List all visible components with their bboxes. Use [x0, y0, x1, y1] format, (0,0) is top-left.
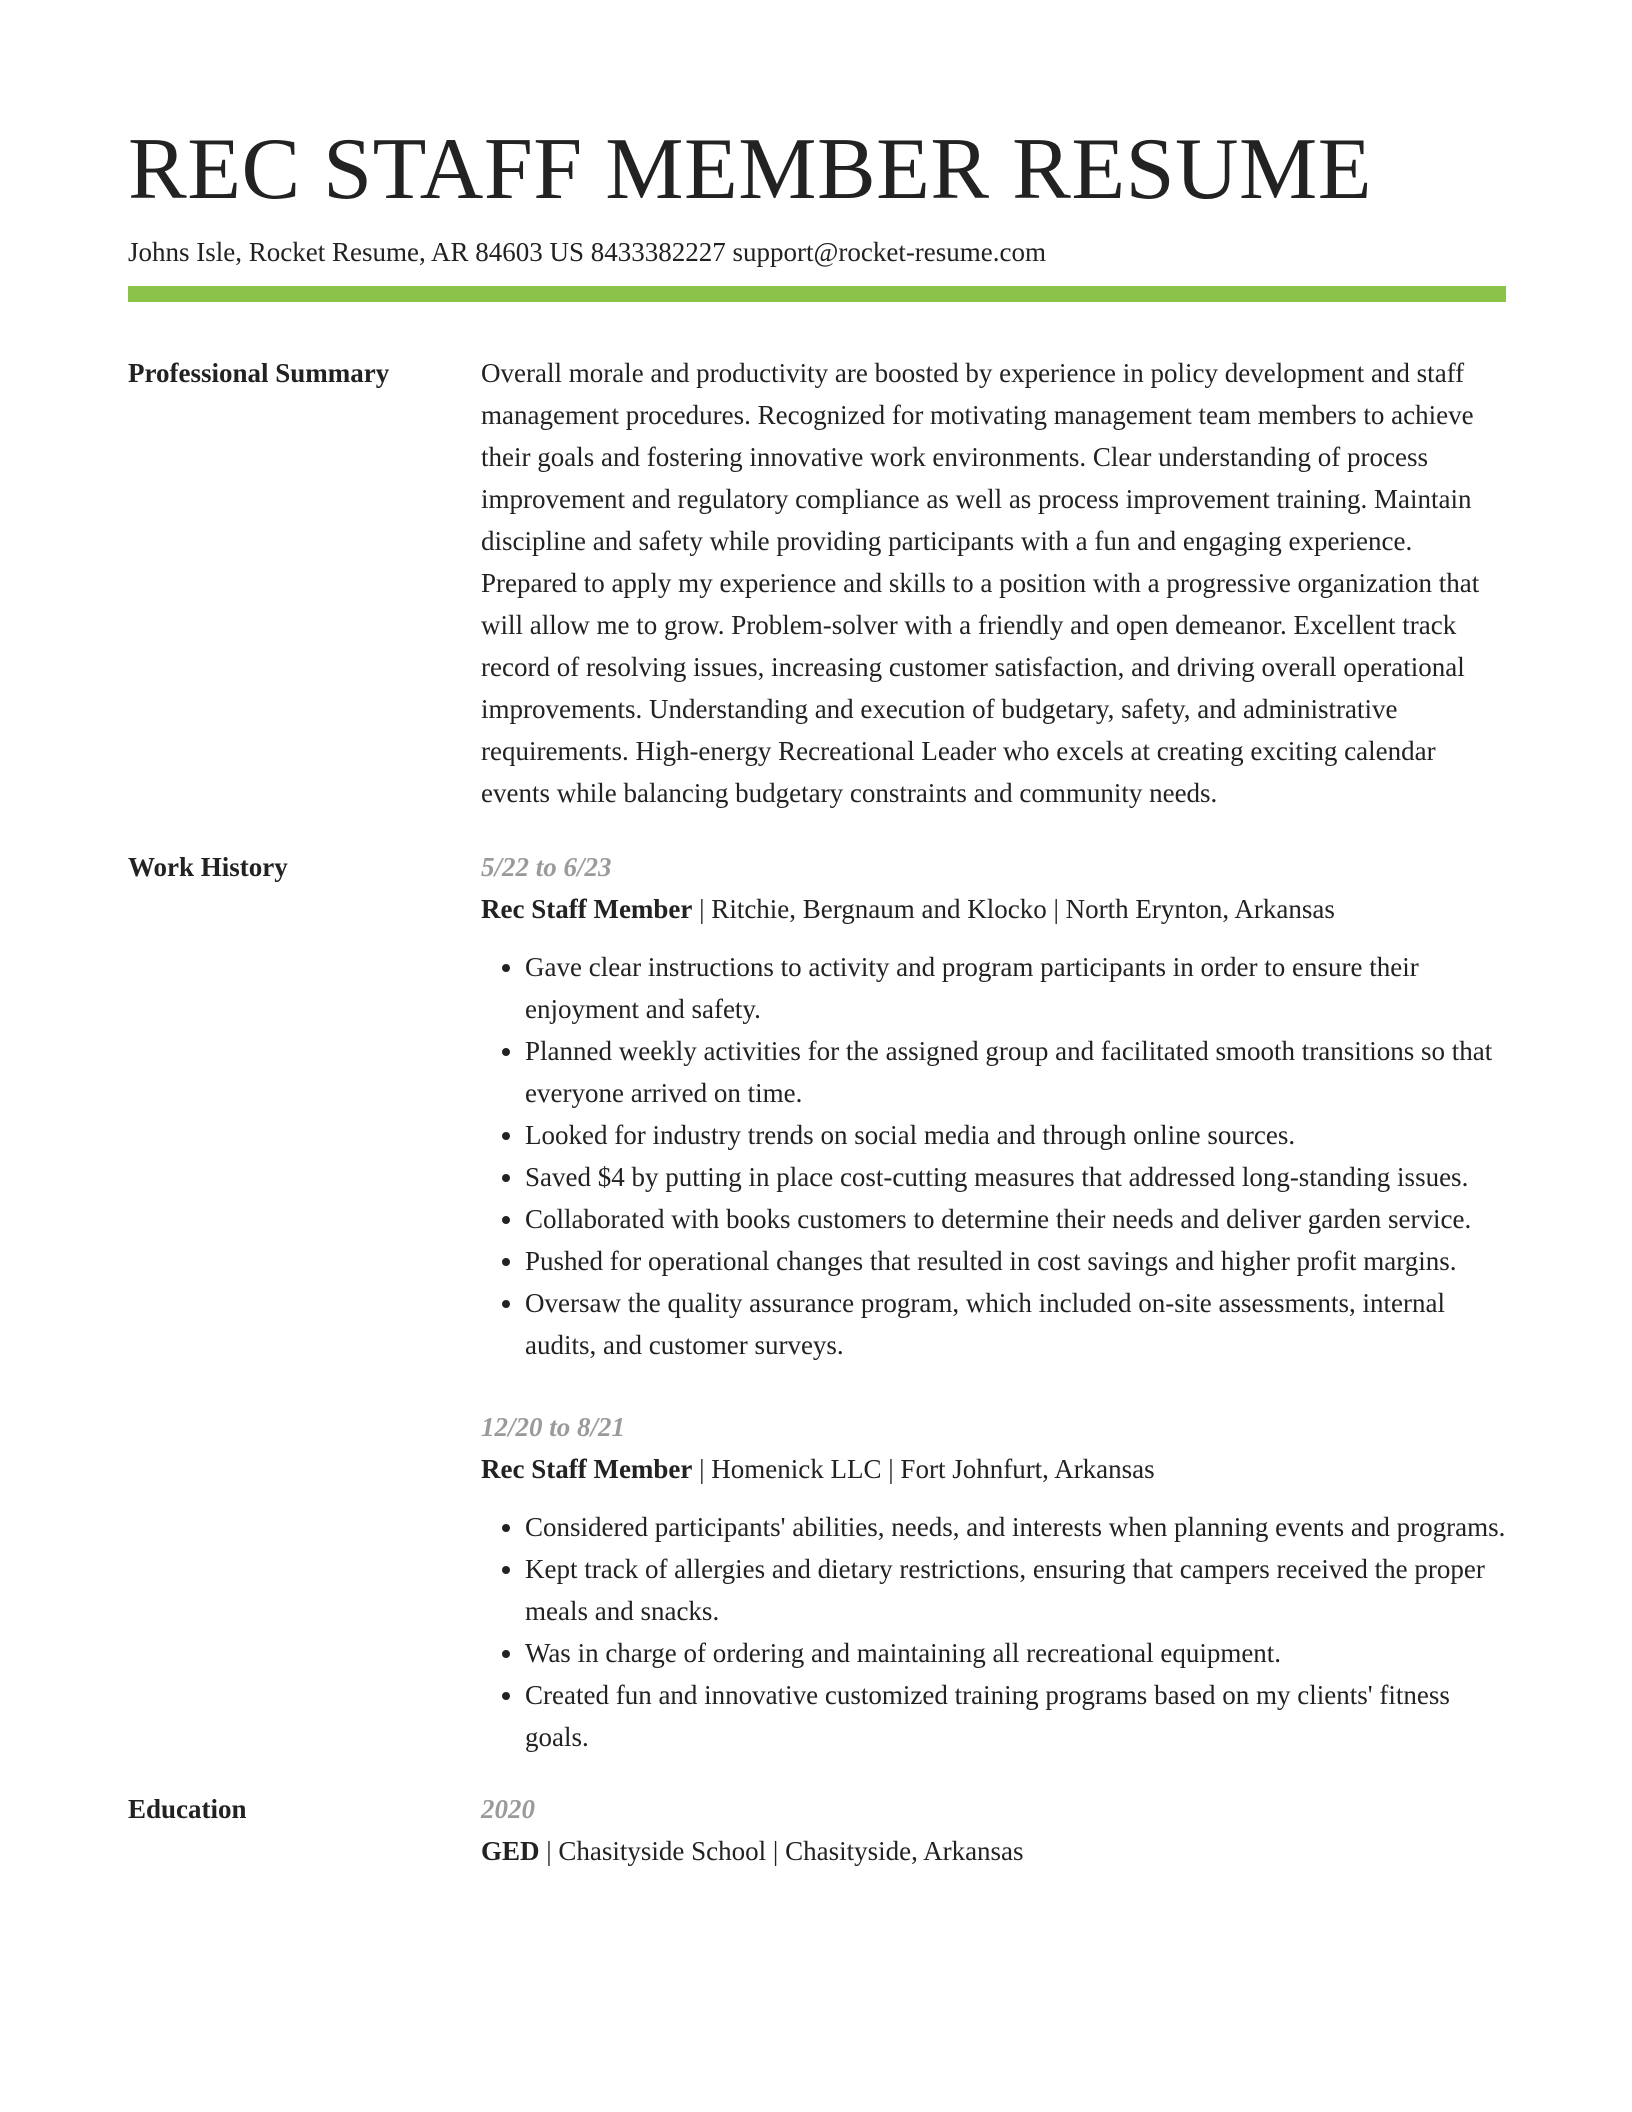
list-item: • Planned weekly activities for the assigned group and facilitated smooth transitions so that everyone arrived on time. [525, 1030, 1506, 1114]
degree: GED [481, 1836, 540, 1866]
education-section [128, 1788, 1506, 1872]
list-item: • Oversaw the quality assurance program, which included on-site assessments, internal audits, and customer surveys. [525, 1282, 1506, 1366]
list-item: • Saved $4 by putting in place cost-cutting measures that addressed long-standing issues. [525, 1156, 1506, 1198]
education-heading [481, 1830, 1506, 1872]
resume-title: REC STAFF MEMBER RESUME [128, 121, 1373, 218]
job-title: Rec Staff Member [481, 1454, 693, 1484]
job-details: | Ritchie, Bergnaum and Klocko | North Erynton, Arkansas [692, 894, 1335, 924]
list-item: • Was in charge of ordering and maintaining all recreational equipment. [525, 1632, 1506, 1674]
job-bullets [481, 1506, 1506, 1758]
list-item: • Collaborated with books customers to determine their needs and deliver garden service. [525, 1198, 1506, 1240]
section-label: Professional Summary [128, 358, 390, 388]
education-body [481, 1788, 1506, 1872]
job-heading [481, 1448, 1506, 1490]
job-entry [481, 1406, 1506, 1758]
contact-line: Johns Isle, Rocket Resume, AR 84603 US 8433382227 support@rocket-resume.com [128, 237, 1047, 267]
job-details: | Homenick LLC | Fort Johnfurt, Arkansas [692, 1454, 1155, 1484]
section-label: Education [128, 1794, 247, 1824]
job-dates: 5/22 to 6/23 [481, 852, 612, 882]
section-label: Work History [128, 852, 288, 882]
list-item: • Pushed for operational changes that resulted in cost savings and higher profit margins. [525, 1240, 1506, 1282]
job-bullets [481, 946, 1506, 1366]
education-dates: 2020 [481, 1794, 535, 1824]
professional-summary-section [128, 352, 1506, 814]
summary-text: Overall morale and productivity are boosted by experience in policy development and staff management procedures. Recognized for motivating management team members to achieve their goals and fostering innovative work environments. Clear understanding of process improvement and regulatory compliance as well as process improvement training. Maintain discipline and safety while providing participants with a fun and engaging experience. Prepared to apply my experience and skills to a position with a progressive organization that will allow me to grow. Problem-solver with a friendly and open demeanor. Excellent track record of resolving issues, increasing customer satisfaction, and driving overall operational improvements. Understanding and execution of budgetary, safety, and administrative requirements. High-energy Recreational Leader who excels at creating exciting calendar events while balancing budgetary constraints and community needs. [481, 358, 1480, 808]
list-item: • Created fun and innovative customized training programs based on my clients' fitness goals. [525, 1674, 1506, 1758]
list-item: • Looked for industry trends on social media and through online sources. [525, 1114, 1506, 1156]
work-history-body [481, 846, 1506, 1758]
job-dates: 12/20 to 8/21 [481, 1412, 626, 1442]
education-details: | Chasityside School | Chasityside, Arkansas [539, 1836, 1024, 1866]
resume-page [128, 118, 1506, 1872]
job-heading [481, 888, 1506, 930]
job-title: Rec Staff Member [481, 894, 693, 924]
list-item: • Considered participants' abilities, needs, and interests when planning events and programs. [525, 1506, 1506, 1548]
work-history-section [128, 846, 1506, 1758]
job-entry [481, 846, 1506, 1366]
list-item: • Kept track of allergies and dietary restrictions, ensuring that campers received the proper meals and snacks. [525, 1548, 1506, 1632]
header-divider [128, 286, 1506, 302]
list-item: • Gave clear instructions to activity and program participants in order to ensure their enjoyment and safety. [525, 946, 1506, 1030]
